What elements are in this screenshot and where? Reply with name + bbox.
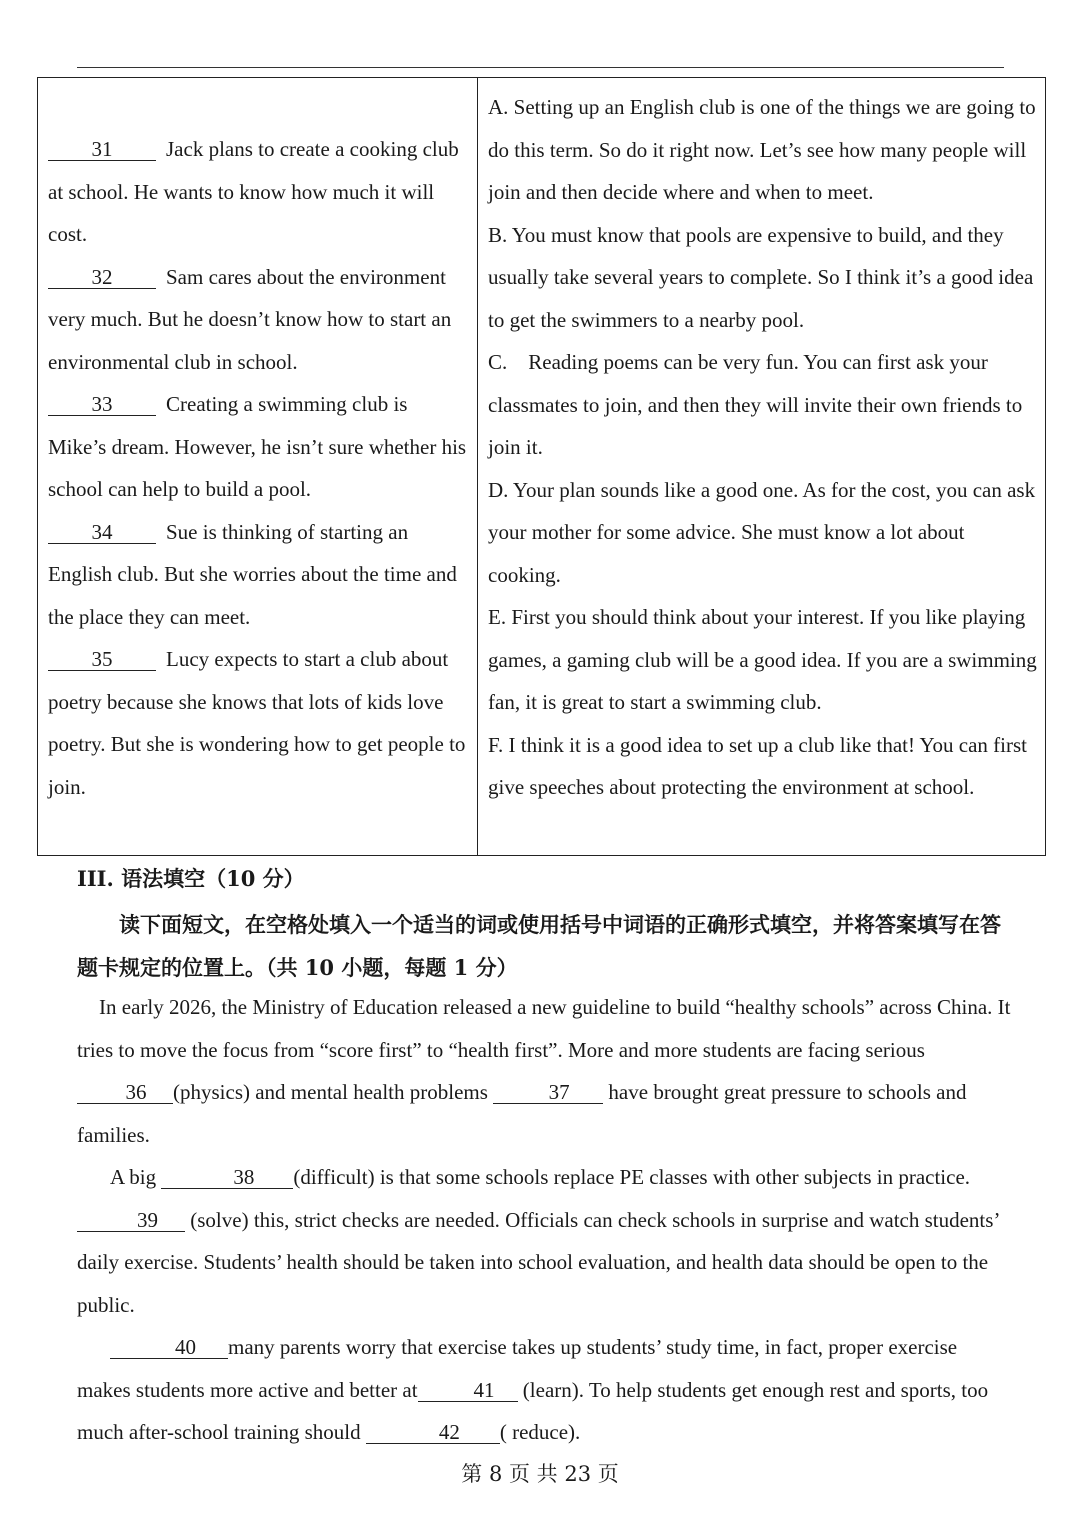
option-item: D. Your plan sounds like a good one. As for the cost, you can ask your mother for some advice. She must know a lot about cooking. xyxy=(488,477,1036,587)
options-cell xyxy=(478,78,1046,856)
answer-blank[interactable]: 33 xyxy=(48,393,156,416)
blank-41[interactable]: 41 xyxy=(418,1379,518,1402)
question-text: Lucy expects to start a club about poetry because she knows that lots of kids love poetry. But she is wondering how to get people to join. xyxy=(48,647,466,799)
answer-blank[interactable]: 35 xyxy=(48,648,156,671)
question-text: Creating a swimming club is Mike’s dream. However, he isn’t sure whether his school can help to build a pool. xyxy=(48,392,467,501)
cloze-passage xyxy=(77,986,1012,1454)
blank-39[interactable]: 39 xyxy=(77,1209,185,1232)
passage-paragraph xyxy=(77,986,1012,1156)
blank-42[interactable]: 42 xyxy=(366,1421,500,1444)
answer-blank[interactable]: 34 xyxy=(48,521,156,544)
questions-cell xyxy=(38,78,478,856)
passage-text: (difficult) is that some schools replace PE classes with other subjects in practice. xyxy=(293,1165,971,1189)
passage-text: (physics) and mental health problems xyxy=(173,1080,494,1104)
option-item: B. You must know that pools are expensive to build, and they usually take several years to complete. So I think it’s a good idea to get the swimmers to a nearby pool. xyxy=(488,222,1034,332)
question-text: Jack plans to create a cooking club at school. He wants to know how much it will cost. xyxy=(48,137,459,246)
blank-40[interactable]: 40 xyxy=(110,1336,228,1359)
question-item xyxy=(48,128,471,256)
question-text: Sam cares about the environment very much. But he doesn’t know how to start an environmental club in school. xyxy=(48,264,452,374)
question-item xyxy=(48,256,471,384)
passage-text: many parents worry that exercise takes up students’ study time, in fact, proper exercise makes students more active and better at xyxy=(77,1335,958,1402)
option-item: A. Setting up an English club is one of the things we are going to do this term. So do it right now. Let’s see how many people will join and then decide where and when to meet. xyxy=(488,95,1036,204)
passage-paragraph xyxy=(77,1156,1012,1326)
passage-text: In early 2026, the Ministry of Education released a new guideline to build “healthy schools” across China. It tries to move the focus from “score first” to “health first”. More and more students are facing serious xyxy=(77,995,1011,1062)
question-text: Sue is thinking of starting an English club. But she worries about the time and the place they can meet. xyxy=(48,519,457,629)
question-item xyxy=(48,638,471,808)
option-item: F. I think it is a good idea to set up a club like that! You can first give speeches about protecting the environment at school. xyxy=(488,732,1027,799)
question-item xyxy=(48,511,471,639)
section-instructions: 读下面短文，在空格处填入一个适当的词或使用括号中词语的正确形式填空，并将答案填写在答题卡规定的位置上。（共 10 小题，每题 1 分） xyxy=(77,912,1001,980)
answer-blank[interactable]: 31 xyxy=(48,138,156,161)
blank-37[interactable]: 37 xyxy=(493,1081,603,1104)
passage-text: (solve) this, strict checks are needed. Officials can check schools in surprise and watch students’ daily exercise. Students’ health should be taken into school evaluation, and health data should be open to the public. xyxy=(77,1207,999,1317)
passage-text: ( reduce). xyxy=(499,1420,581,1444)
page-number: 第 8 页 共 23 页 xyxy=(461,1462,619,1486)
section-heading: III. 语法填空（10 分） xyxy=(77,866,305,891)
blank-38[interactable]: 38 xyxy=(161,1166,293,1189)
passage-text: A big xyxy=(110,1165,162,1189)
answer-blank[interactable]: 32 xyxy=(48,266,156,289)
passage-text: have brought great pressure to schools and families. xyxy=(77,1080,967,1147)
passage-text: (learn). To help students get enough rest and sports, too much after-school training should xyxy=(77,1377,989,1444)
passage-paragraph xyxy=(77,1326,1012,1454)
option-item: C. Reading poems can be very fun. You can first ask your classmates to join, and then they will invite their own friends to join it. xyxy=(488,350,1023,459)
option-item: E. First you should think about your interest. If you like playing games, a gaming club will be a good idea. If you are a swimming fan, it is great to start a swimming club. xyxy=(488,605,1037,714)
header-rule xyxy=(77,67,1004,68)
blank-36[interactable]: 36 xyxy=(77,1081,173,1104)
matching-table xyxy=(37,77,1046,856)
question-item xyxy=(48,383,471,511)
